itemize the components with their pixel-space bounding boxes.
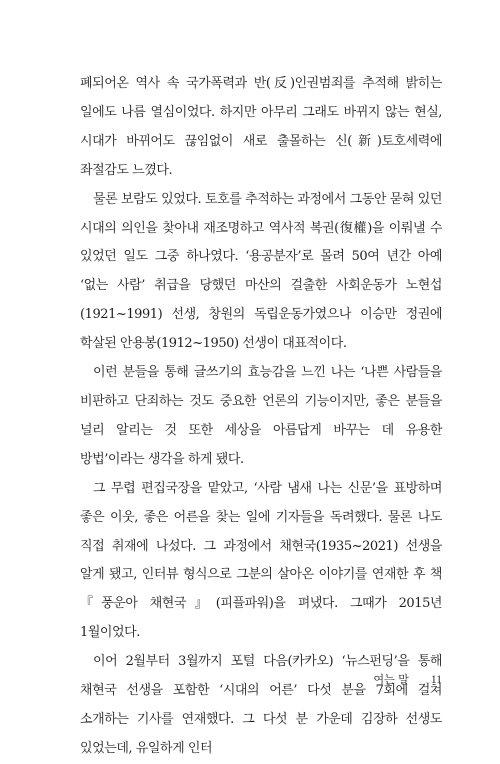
paragraph-4: 그 무렵 편집국장을 맡았고, ‘사람 냄새 나는 신문’을 표방하며 좋은 이웃, 좋은 어른을 찾는 일에 기자들을 독려했다. 물론 나도 직접 취재에 나섰다. 그 과정에서 채현국(1935~2021) 선생을 알게 됐고, 인터뷰 형식으로 그분의 살아온 이야기를 연재한 후 책 『풍운아 채현국』(피플파워)을 펴냈다. 그때가 2015년 1월이었다. — [80, 480, 442, 641]
page-number: 11 — [430, 674, 442, 686]
paragraph-1: 폐되어온 역사 속 국가폭력과 반(反)인권범죄를 추적해 밝히는 일에도 나름 열심이었다. 하지만 아무리 그래도 바뀌지 않는 현실, 시대가 바뀌어도 끊임없이 새로 출몰하는 신(新)토호세력에 좌절감도 느꼈다. — [80, 76, 442, 178]
body-text — [80, 70, 442, 764]
page-footer — [0, 673, 442, 687]
paragraph-2: 물론 보람도 있었다. 토호를 추적하는 과정에서 그동안 묻혀 있던 시대의 의인을 찾아내 재조명하고 역사적 복권(復權)을 이뤄낼 수 있었던 일도 그중 하나였다. ‘용공분자’로 몰려 50여 년간 아예 ‘없는 사람’ 취급을 당했던 마산의 걸출한 사회운동가 노현섭(1921~1991) 선생, 창원의 독립운동가였으나 이승만 정권에 학살된 안용봉(1912~1950) 선생이 대표적이다. — [80, 191, 442, 352]
running-title: 여는 말 — [373, 673, 409, 686]
paragraph-5: 이어 2월부터 3월까지 포털 다음(카카오) ‘뉴스펀딩’을 통해 채현국 선생을 포함한 ‘시대의 어른’ 다섯 분을 7회에 걸쳐 소개하는 기사를 연재했다. 그 다섯 분 가운데 김장하 선생도 있었는데, 유일하게 인터 — [80, 654, 442, 756]
paragraph-3: 이런 분들을 통해 글쓰기의 효능감을 느낀 나는 ‘나쁜 사람들을 비판하고 단죄하는 것도 중요한 언론의 기능이지만, 좋은 분들을 널리 알리는 것 또한 세상을 아름답게 바꾸는 데 유용한 방법’이라는 생각을 하게 됐다. — [80, 365, 442, 467]
